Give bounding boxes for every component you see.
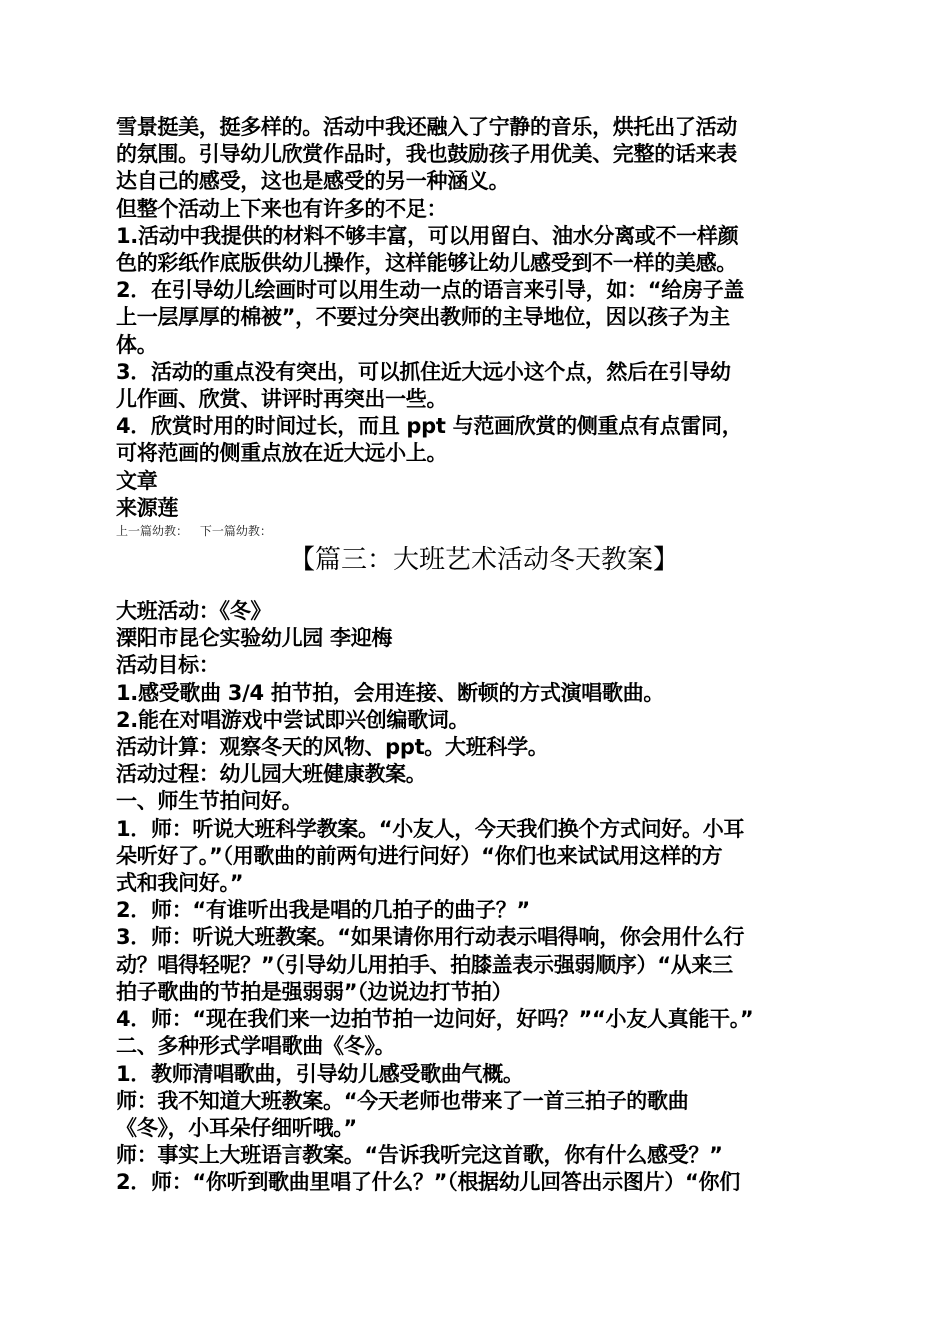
text-line: 可将范画的侧重点放在近大远小上。 [116, 441, 448, 466]
text-line: 达自己的感受，这也是感受的另一种涵义。 [116, 169, 510, 194]
text-line: 朵听好了。”（用歌曲的前两句进行问好）“你们也来试试用这样的方 [116, 843, 723, 868]
prev-article-link[interactable]: 上一篇幼教： [116, 524, 189, 539]
text-line: 师：我不知道大班教案。“今天老师也带来了一首三拍子的歌曲 [116, 1088, 689, 1113]
article-nav-links [116, 522, 840, 540]
text-line: 式和我问好。” [116, 871, 244, 896]
section-title: 【篇三：大班艺术活动冬天教案】 [288, 545, 679, 576]
text-line: 色的彩纸作底版供幼儿操作，这样能够让幼儿感受到不一样的美感。 [116, 251, 737, 276]
text-line: 1．师：听说大班科学教案。“小友人，今天我们换个方式问好。小耳 [116, 816, 745, 841]
text-line: 2．在引导幼儿绘画时可以用生动一点的语言来引导，如：“给房子盖 [116, 278, 745, 303]
text-line: 文章 [116, 468, 158, 493]
text-line: 2.能在对唱游戏中尝试即兴创编歌词。 [116, 707, 470, 732]
text-line: 拍子歌曲的节拍是强弱弱”（边说边打节拍） [116, 979, 513, 1004]
text-line: 1.活动中我提供的材料不够丰富，可以用留白、油水分离或不一样颜 [116, 223, 739, 248]
text-line: 雪景挺美，挺多样的。活动中我还融入了宁静的音乐，烘托出了活动 [116, 115, 737, 139]
text-line: 2．师：“有谁听出我是唱的几拍子的曲子？” [116, 898, 530, 923]
text-line: 动？唱得轻呢？”（引导幼儿用拍手、拍膝盖表示强弱顺序）“从来三 [116, 952, 733, 977]
text-line: 儿作画、欣赏、讲评时再突出一些。 [116, 387, 448, 412]
text-line: 活动计算：观察冬天的风物、ppt。大班科学。 [116, 735, 549, 760]
lesson-plan-paragraphs [116, 598, 840, 1196]
text-line: 1．教师清唱歌曲，引导幼儿感受歌曲气概。 [116, 1061, 524, 1086]
text-line: 《冬》，小耳朵仔细听哦。” [116, 1115, 357, 1140]
text-line: 1.感受歌曲 3/4 拍节拍，会用连接、断顿的方式演唱歌曲。 [116, 680, 665, 705]
text-line: 活动目标： [116, 653, 220, 678]
text-line: 体。 [116, 332, 158, 357]
text-line: 但整个活动上下来也有许多的不足： [116, 196, 448, 221]
text-line: 来源莲 [116, 495, 179, 520]
text-line: 溧阳市昆仑实验幼儿园 李迎梅 [116, 626, 393, 651]
text-line: 大班活动：《冬》 [116, 599, 272, 624]
text-line: 2．师：“你听到歌曲里唱了什么？”（根据幼儿回答出示图片）“你们 [116, 1170, 740, 1195]
text-line: 3．师：听说大班教案。“如果请你用行动表示唱得响，你会用什么行 [116, 925, 745, 950]
text-line: 4．师：“现在我们来一边拍节拍一边问好，好吗？”“小友人真能干。” [116, 1007, 754, 1032]
text-line: 一、师生节拍问好。 [116, 789, 303, 814]
text-line: 4．欣赏时用的时间过长，而且 ppt 与范画欣赏的侧重点有点雷同， [116, 414, 743, 439]
reflection-paragraphs [116, 114, 840, 522]
text-line: 上一层厚厚的棉被”，不要过分突出教师的主导地位，因以孩子为主 [116, 305, 730, 330]
text-line: 二、多种形式学唱歌曲《冬》。 [116, 1034, 396, 1059]
document-page [116, 114, 840, 1197]
text-line: 的氛围。引导幼儿欣赏作品时，我也鼓励孩子用优美、完整的话来表 [116, 142, 737, 167]
text-line: 活动过程：幼儿园大班健康教案。 [116, 762, 427, 787]
text-line: 3．活动的重点没有突出，可以抓住近大远小这个点，然后在引导幼 [116, 359, 731, 384]
text-line: 师：事实上大班语言教案。“告诉我听完这首歌，你有什么感受？” [116, 1143, 723, 1168]
next-article-link[interactable]: 下一篇幼教： [199, 524, 272, 539]
